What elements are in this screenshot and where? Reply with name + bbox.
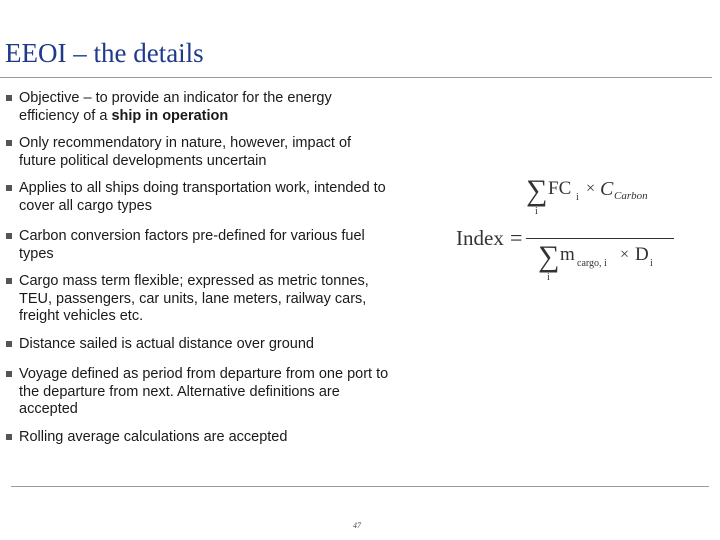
formula-lhs: Index [456,226,504,250]
bullet-text: Voyage defined as period from departure from one port to the departure from next. Alternative definitions are accepted [19,366,389,417]
bullet-item [0,273,390,326]
square-bullet-icon [6,434,12,440]
eeoi-formula [452,170,682,290]
bullet-text: Rolling average calculations are accepted [19,429,288,445]
numerator-sum-icon: ∑ [526,174,548,207]
numerator-sum-index: i [535,206,538,217]
square-bullet-icon [6,95,12,101]
fraction-bar [526,238,674,239]
square-bullet-icon [6,371,12,377]
square-bullet-icon [6,140,12,146]
numerator-times: × [586,180,596,197]
bullet-text: Only recommendatory in nature, however, impact of future political developments uncertain [19,135,352,169]
denominator-mass-sub: cargo, i [577,258,607,269]
bullet-item [0,228,390,263]
bullet-text: Applies to all ships doing transportation work, intended to cover all cargo types [19,180,386,214]
denominator-mass-term: m [560,244,575,265]
bullet-item [0,90,390,125]
bullet-text: Carbon conversion factors pre-defined for various fuel types [19,228,365,262]
numerator-fuel-term: FC [548,178,572,199]
footer-divider [11,486,709,487]
denominator-distance-sub: i [650,258,653,269]
square-bullet-icon [6,233,12,239]
slide-title: EEOI – the details [5,38,204,68]
denominator-distance-term: D [635,244,649,265]
bullet-item [0,429,390,447]
title-divider [0,77,712,78]
carbon-factor-sub: Carbon [614,190,648,202]
carbon-factor-symbol: C [600,178,614,200]
formula-equals: = [510,225,523,250]
bullet-item [0,180,390,215]
numerator-fuel-sub: i [576,192,579,203]
bullet-text: Objective – to provide an indicator for the energy efficiency of a ship in operation [19,90,332,124]
bullet-item [0,336,390,354]
bullet-bold-text: ship in operation [111,107,229,124]
square-bullet-icon [6,278,12,284]
bullet-item [0,366,390,419]
square-bullet-icon [6,185,12,191]
denominator-times: × [620,246,630,263]
denominator-sum-index: i [547,272,550,283]
denominator-sum-icon: ∑ [538,240,560,273]
square-bullet-icon [6,341,12,347]
bullet-item [0,135,390,170]
bullet-text: Distance sailed is actual distance over ground [19,336,314,352]
page-number: 47 [353,521,361,530]
bullet-text: Cargo mass term flexible; expressed as metric tonnes, TEU, passengers, car units, lane meters, railway cars, freight vehicles etc. [19,273,369,324]
